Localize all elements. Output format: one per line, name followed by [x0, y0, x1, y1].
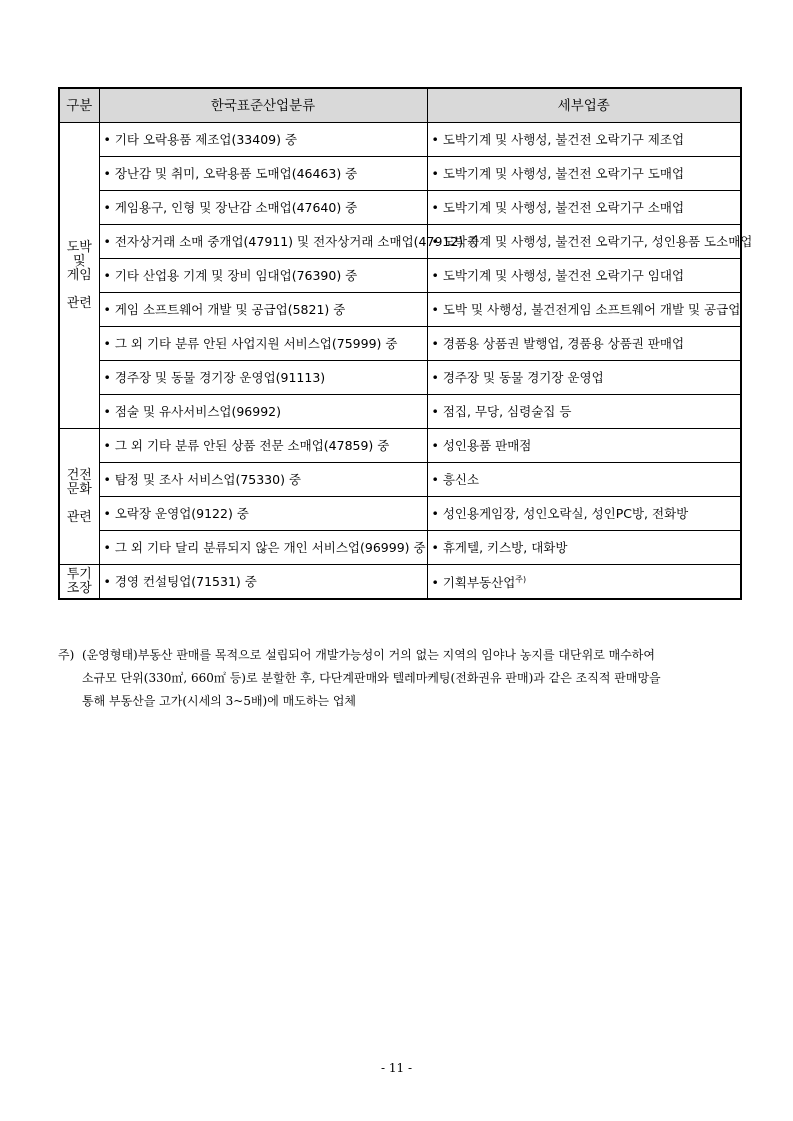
ksic-cell: • 전자상거래 소매 중개업(47911) 및 전자상거래 소매업(47912) 중	[99, 225, 427, 259]
footnote-line: 통해 부동산을 고가(시세의 3~5배)에 매도하는 업체	[82, 694, 357, 708]
table-body	[59, 123, 753, 600]
detail-cell	[427, 123, 741, 157]
ksic-cell: • 경영 컨설팅업(71531) 중	[99, 565, 427, 600]
industry-classification-table	[58, 87, 753, 600]
detail-text: • 도박기계 및 사행성, 불건전 오락기구 소매업	[431, 199, 685, 215]
footnote-reference: 주)	[515, 574, 527, 584]
category-label-line: 게임	[66, 267, 92, 283]
detail-cell	[427, 395, 741, 429]
category-label-line: 문화	[66, 481, 92, 497]
footnote	[58, 644, 748, 713]
ksic-cell: • 장난감 및 취미, 오락용품 도매업(46463) 중	[99, 157, 427, 191]
detail-cell	[427, 157, 741, 191]
footnote-marker: 주)	[58, 648, 75, 662]
table-row	[59, 293, 741, 327]
detail-cell	[427, 429, 741, 463]
detail-text: • 도박기계 및 사행성, 불건전 오락기구 도매업	[431, 165, 685, 181]
category-cell	[59, 429, 99, 565]
detail-cell	[427, 565, 741, 600]
table-row	[59, 327, 741, 361]
detail-text: • 도박 및 사행성, 불건전게임 소프트웨어 개발 및 공급업	[431, 301, 741, 317]
detail-text: • 경품용 상품권 발행업, 경품용 상품권 판매업	[431, 335, 685, 351]
ksic-cell: • 점술 및 유사서비스업(96992)	[99, 395, 427, 429]
category-label-line: 관련	[66, 509, 92, 525]
page-number: - 11 -	[380, 1061, 412, 1075]
header-category: 구분	[59, 88, 99, 123]
table-header-row	[59, 88, 741, 123]
table-row	[59, 259, 741, 293]
ksic-cell: • 게임용구, 인형 및 장난감 소매업(47640) 중	[99, 191, 427, 225]
table-row	[59, 191, 741, 225]
table-row	[59, 157, 741, 191]
detail-text: • 도박기계 및 사행성, 불건전 오락기구 임대업	[431, 267, 685, 283]
table-row	[59, 429, 741, 463]
detail-cell	[427, 327, 741, 361]
table-row	[59, 565, 741, 600]
detail-cell	[427, 259, 741, 293]
ksic-cell: • 탐정 및 조사 서비스업(75330) 중	[99, 463, 427, 497]
category-cell	[59, 123, 99, 429]
header-ksic: 한국표준산업분류	[99, 88, 427, 123]
ksic-cell: • 그 외 기타 분류 안된 상품 전문 소매업(47859) 중	[99, 429, 427, 463]
footnote-line: (운영형태)부동산 판매를 목적으로 설립되어 개발가능성이 거의 없는 지역의 임야나 농지를 대단위로 매수하여	[82, 648, 655, 662]
detail-cell	[427, 361, 741, 395]
table-row	[59, 225, 741, 259]
detail-cell	[427, 293, 741, 327]
table-row	[59, 361, 741, 395]
ksic-cell: • 게임 소프트웨어 개발 및 공급업(5821) 중	[99, 293, 427, 327]
footnote-line: 소규모 단위(330㎡, 660㎡ 등)로 분할한 후, 다단계판매와 텔레마케팅(전화권유 판매)과 같은 조직적 판매망을	[82, 671, 661, 685]
table-row	[59, 395, 741, 429]
category-label-line: 투기	[66, 566, 92, 582]
detail-text: • 성인용품 판매점	[431, 437, 532, 453]
detail-cell	[427, 463, 741, 497]
category-label-line	[64, 497, 95, 511]
detail-text: • 도박기계 및 사행성, 불건전 오락기구, 성인용품 도소매업	[431, 233, 753, 249]
detail-cell	[427, 531, 741, 565]
ksic-cell: • 그 외 기타 분류 안된 사업지원 서비스업(75999) 중	[99, 327, 427, 361]
table-row	[59, 531, 741, 565]
table-row	[59, 497, 741, 531]
category-label-line: 건전	[66, 467, 92, 483]
category-cell	[59, 565, 99, 600]
header-detail: 세부업종	[427, 88, 741, 123]
detail-cell	[427, 191, 741, 225]
ksic-cell: • 오락장 운영업(9122) 중	[99, 497, 427, 531]
detail-text: • 흥신소	[431, 471, 480, 487]
table-row	[59, 463, 741, 497]
detail-text: • 점집, 무당, 심령술집 등	[431, 403, 572, 419]
table-row	[59, 123, 741, 157]
ksic-cell: • 기타 오락용품 제조업(33409) 중	[99, 123, 427, 157]
detail-text: • 성인용게임장, 성인오락실, 성인PC방, 전화방	[431, 505, 689, 521]
category-label-line: 조장	[66, 580, 92, 596]
category-label-line	[64, 283, 95, 297]
ksic-cell: • 경주장 및 동물 경기장 운영업(91113)	[99, 361, 427, 395]
category-label-line: 관련	[66, 295, 92, 311]
detail-text: • 경주장 및 동물 경기장 운영업	[431, 369, 604, 385]
ksic-cell: • 그 외 기타 달리 분류되지 않은 개인 서비스업(96999) 중	[99, 531, 427, 565]
detail-cell	[427, 497, 741, 531]
detail-text: • 휴게텔, 키스방, 대화방	[431, 539, 568, 555]
detail-cell	[427, 225, 753, 259]
detail-text: • 기획부동산업	[431, 575, 516, 591]
detail-text: • 도박기계 및 사행성, 불건전 오락기구 제조업	[431, 131, 685, 147]
category-label-line: 및	[72, 253, 86, 269]
category-label-line: 도박	[66, 239, 92, 255]
ksic-cell: • 기타 산업용 기계 및 장비 임대업(76390) 중	[99, 259, 427, 293]
